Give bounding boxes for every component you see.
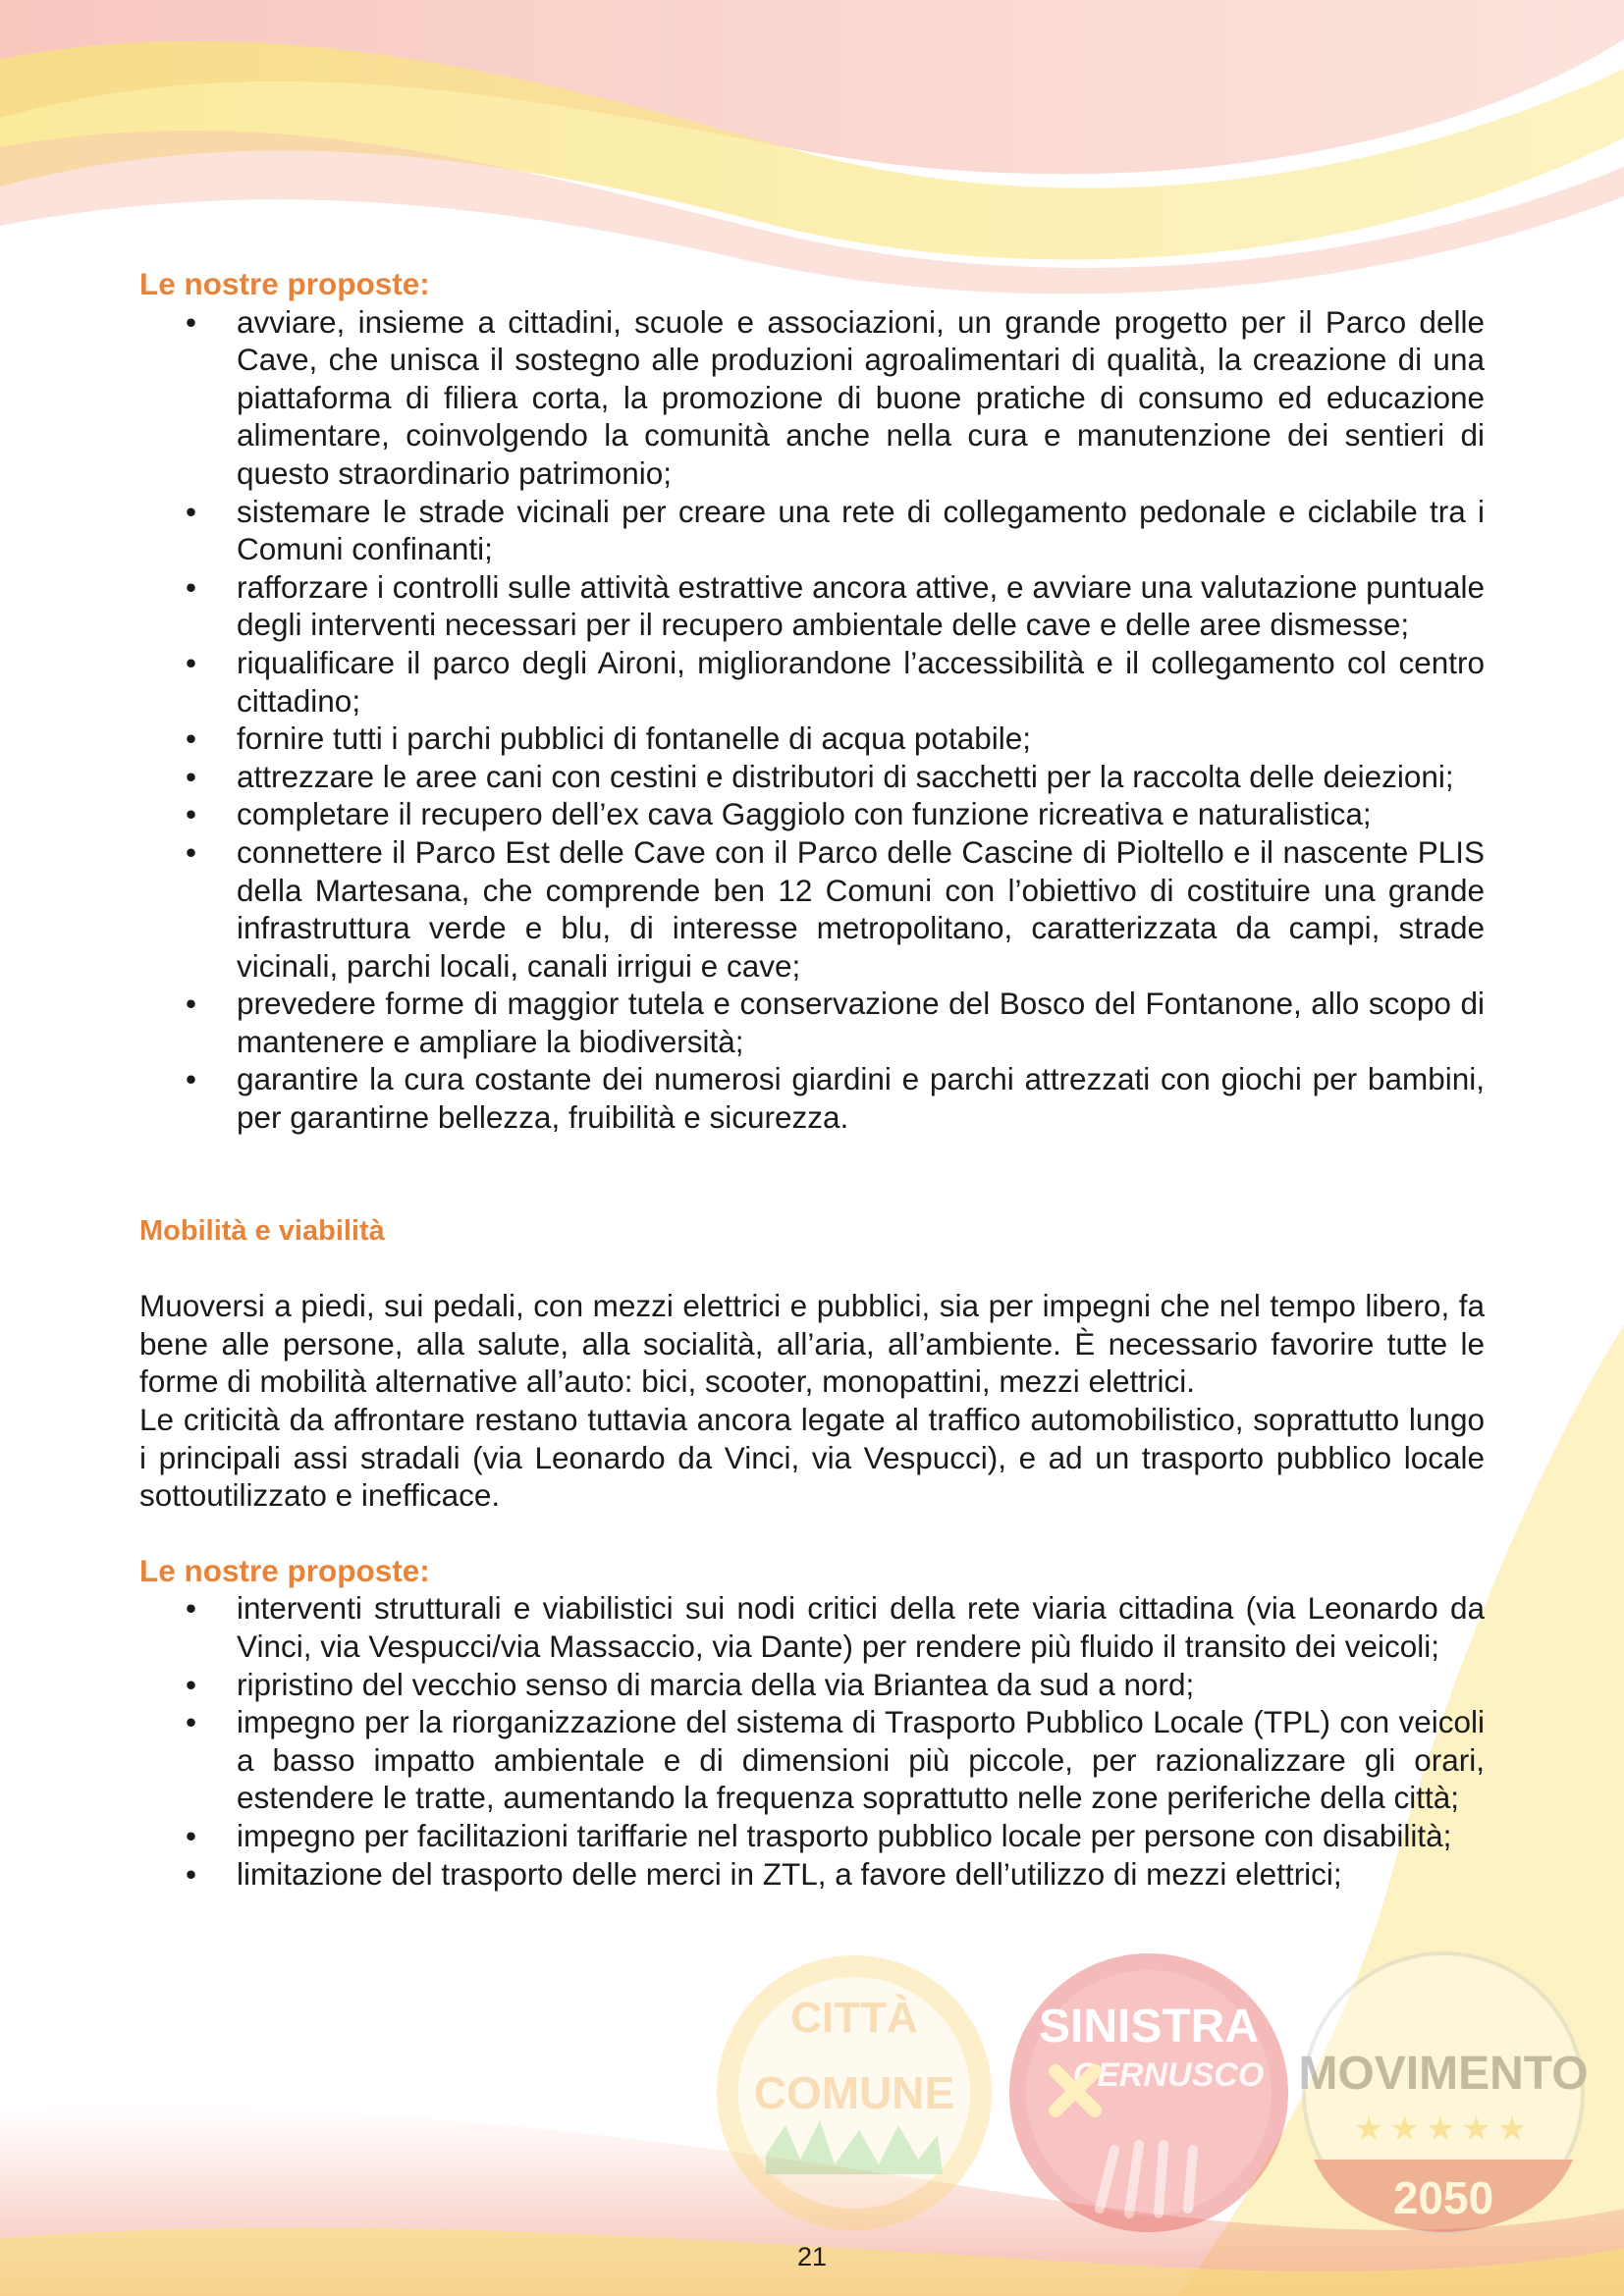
list-item — [139, 985, 1485, 1060]
list-item-text: avviare, insieme a cittadini, scuole e associazioni, un grande progetto per il Parco delle Cave, che unisca il sostegno alle produzioni agroalimentari di qualità, la creazione di una piattaforma di filiera corta, la promozione di buone pratiche di consumo ed educazione alimentare, coinvolgendo la comunità anche nella cura e manutenzione dei sentieri di questo straordinario patrimonio; — [237, 303, 1485, 491]
top-wave-decoration — [0, 0, 1624, 294]
logo-citta-comune-line1: CITTÀ — [790, 1994, 918, 2042]
list-item-text: limitazione del trasporto delle merci in ZTL, a favore dell’utilizzo di mezzi elettrici; — [237, 1855, 1342, 1892]
list-item — [139, 1666, 1485, 1704]
logo-movimento-year: 2050 — [1392, 2172, 1494, 2223]
bullet-icon: • — [186, 493, 197, 529]
list-item — [139, 833, 1485, 985]
list-item-text: attrezzare le aree cani con cestini e distributori di sacchetti per la raccolta delle deiezioni; — [237, 758, 1454, 794]
list-item — [139, 493, 1485, 568]
list-item — [139, 1060, 1485, 1136]
list-item-text: rafforzare i controlli sulle attività estrattive ancora attive, e avviare una valutazione puntuale degli interventi necessari per il recupero ambientale delle cave e delle aree dismesse; — [237, 568, 1485, 643]
list-item-text: garantire la cura costante dei numerosi giardini e parchi attrezzati con giochi per bambini, per garantirne bellezza, fruibilità e sicurezza. — [237, 1061, 1485, 1136]
proposals-list-environment — [139, 303, 1485, 1137]
list-item-text: impegno per la riorganizzazione del sistema di Trasporto Pubblico Locale (TPL) con veicoli a basso impatto ambientale e di dimensioni più piccole, per razionalizzare gli orari, estendere le tratte, aumentando la frequenza soprattutto nelle zone periferiche della città; — [237, 1704, 1485, 1816]
proposals-heading-mobility: Le nostre proposte: — [139, 1552, 430, 1588]
list-item-text: interventi strutturali e viabilistici sui nodi critici della rete viaria cittadina (via Leonardo da Vinci, via Vespucci/via Massaccio, via Dante) per rendere più fluido il transito dei veicoli; — [237, 1590, 1485, 1664]
logo-citta-comune-line2: COMUNE — [753, 2067, 955, 2118]
proposals-list-mobility — [139, 1589, 1485, 1893]
bullet-icon: • — [186, 644, 197, 680]
spacer — [139, 1250, 1485, 1287]
bullet-icon: • — [186, 568, 197, 605]
list-item-text: completare il recupero dell’ex cava Gaggiolo con funzione ricreativa e naturalistica; — [237, 796, 1372, 832]
list-item — [139, 644, 1485, 720]
list-item-text: sistemare le strade vicinali per creare una rete di collegamento pedonale e ciclabile tra i Comuni confinanti; — [237, 493, 1485, 567]
proposals-heading-environment: Le nostre proposte: — [139, 266, 430, 301]
list-item-text: ripristino del vecchio senso di marcia della via Briantea da sud a nord; — [237, 1666, 1195, 1702]
logo-sinistra-line1: SINISTRA — [1038, 2001, 1260, 2053]
bullet-icon: • — [186, 1855, 197, 1892]
bullet-icon: • — [186, 758, 197, 794]
bullet-icon: • — [186, 303, 197, 340]
logo-movimento-stars-icon — [1354, 2110, 1533, 2148]
bullet-icon: • — [186, 986, 197, 1022]
section-title-mobility: Mobilità e viabilità — [139, 1214, 385, 1247]
list-item-text: riqualificare il parco degli Aironi, migliorandone l’accessibilità e il collegamento col centro cittadino; — [237, 644, 1485, 719]
document-body — [139, 265, 1485, 1893]
logo-citta-comune — [717, 1955, 992, 2230]
bullet-icon: • — [186, 1590, 197, 1627]
list-item — [139, 720, 1485, 758]
bullet-icon: • — [186, 1704, 197, 1740]
list-item — [139, 1855, 1485, 1894]
list-item — [139, 1589, 1485, 1665]
logo-sinistra-cernusco — [1009, 1953, 1288, 2232]
logo-movimento-word: MOVIMENTO — [1298, 2048, 1589, 2100]
mobility-paragraph-2: Le criticità da affrontare restano tuttavia ancora legate al traffico automobilistico, soprattutto lungo i principali assi stradali (via Leonardo da Vinci, via Vespucci), e ad un trasporto pubblico locale sottoutilizzato e inefficace. — [139, 1402, 1485, 1514]
page-number: 21 — [796, 2242, 828, 2271]
list-item-text: connettere il Parco Est delle Cave con il Parco delle Cascine di Pioltello e il nascente PLIS della Martesana, che comprende ben 12 Comuni con l’obiettivo di costituire una grande infrastruttura verde e blu, di interesse metropolitano, caratterizzata da campi, strade vicinali, parchi locali, canali irrigui e cave; — [237, 833, 1485, 984]
bullet-icon: • — [186, 1817, 197, 1853]
list-item — [139, 795, 1485, 833]
spacer — [139, 1515, 1485, 1552]
list-item — [139, 758, 1485, 796]
bullet-icon: • — [186, 1061, 197, 1097]
logo-sinistra-line2: CERNUSCO — [1072, 2056, 1265, 2094]
spacer — [139, 1137, 1485, 1212]
bullet-icon: • — [186, 833, 197, 870]
list-item — [139, 1703, 1485, 1817]
list-item — [139, 568, 1485, 644]
mobility-paragraph-1: Muoversi a piedi, sui pedali, con mezzi elettrici e pubblici, sia per impegni che nel tempo libero, fa bene alle persone, alla salute, alla socialità, all’aria, all’ambiente. È necessario favorire tutte le forme di mobilità alternative all’auto: bici, scooter, monopattini, mezzi elettrici. — [139, 1288, 1485, 1400]
list-item-text: prevedere forme di maggior tutela e conservazione del Bosco del Fontanone, allo scopo di mantenere e ampliare la biodiversità; — [237, 986, 1485, 1059]
logo-movimento-2050 — [1298, 1953, 1588, 2232]
list-item — [139, 303, 1485, 493]
bullet-icon: • — [186, 796, 197, 832]
svg-text:★★★★★: ★★★★★ — [1353, 2110, 1534, 2148]
list-item-text: impegno per facilitazioni tariffarie nel trasporto pubblico locale per persone con disabilità; — [237, 1817, 1452, 1853]
bullet-icon: • — [186, 721, 197, 757]
bullet-icon: • — [186, 1666, 197, 1702]
list-item — [139, 1817, 1485, 1855]
list-item-text: fornire tutti i parchi pubblici di fontanelle di acqua potabile; — [237, 721, 1032, 757]
